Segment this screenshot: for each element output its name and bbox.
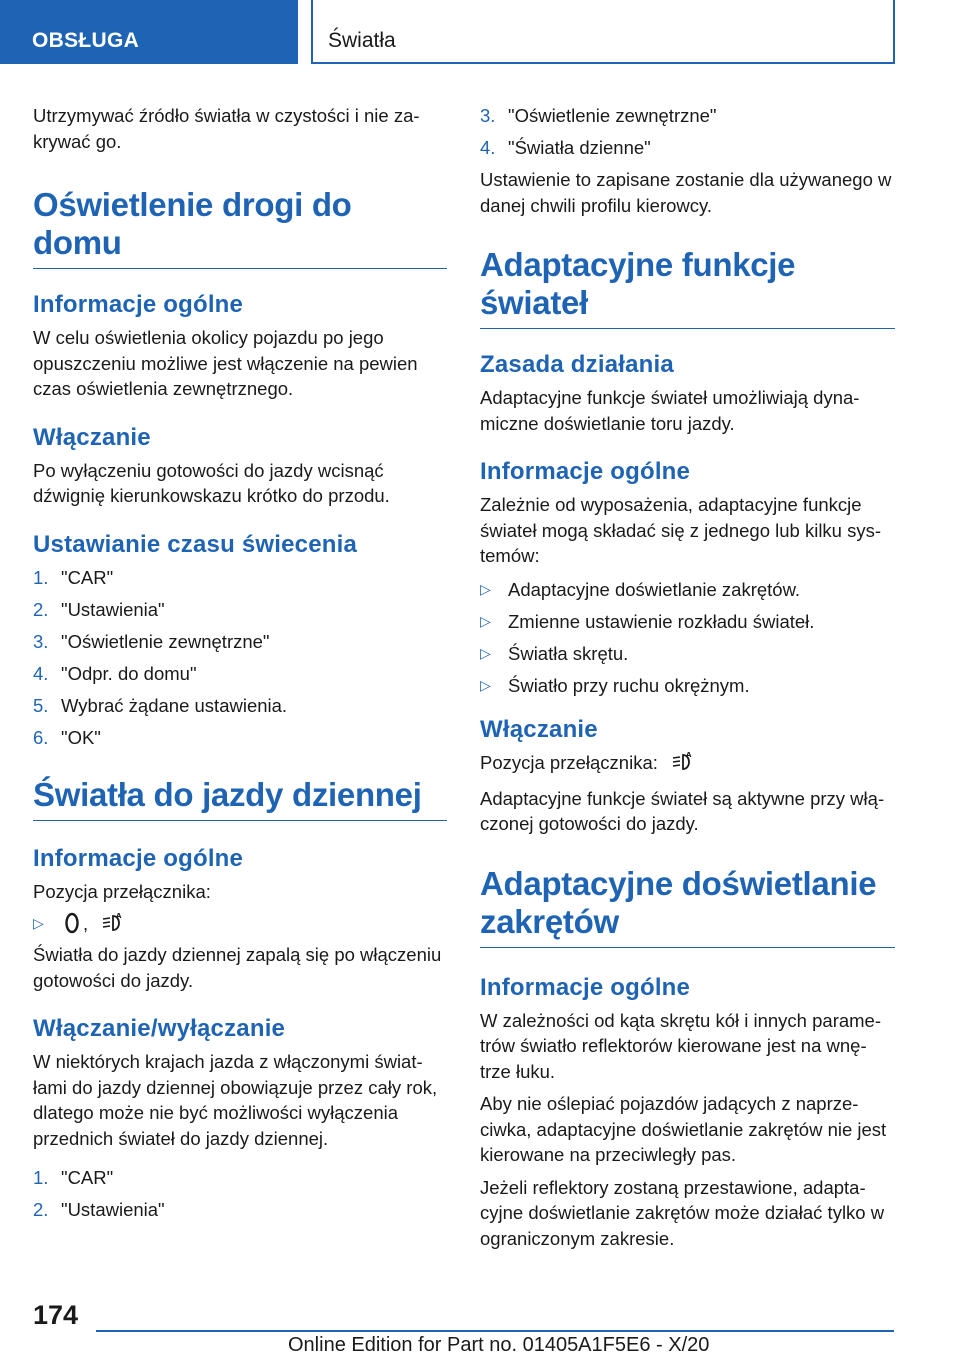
- switch-text-1: Po wyłączeniu gotowości do jazdy wcisnąć dźwignię kierunkowskazu krótko do przodu.: [33, 459, 390, 506]
- right-column: [480, 100, 895, 1251]
- bullet-triangle-icon: ▷: [480, 612, 491, 629]
- list-item: ▷ Zmienne ustawienie rozkładu świateł.: [480, 609, 895, 635]
- list-item: 2. "Ustawienia": [33, 598, 165, 620]
- header-title: Światła: [328, 29, 396, 52]
- systems-list: [480, 577, 895, 699]
- curve-text-1: W zależności od kąta skrętu kół i innych parame-trów światło reflektorów kierowane jest na wnę-trze łuku.: [480, 1009, 882, 1082]
- svg-text:A: A: [116, 911, 122, 920]
- heading-wlaczanie-1: Włączanie: [33, 423, 151, 451]
- steps-list-1: [33, 565, 447, 751]
- symbol-separator: ,: [83, 912, 89, 934]
- automatic-headlight-icon: [671, 751, 695, 780]
- steps-list-2: [33, 1165, 447, 1223]
- list-item: 1. "CAR": [33, 1167, 114, 1188]
- curve-text-3: Jeżeli reflektory zostaną przestawione, adapta-cyjne doświetlanie zakrętów może działać tylko w ograniczonym zakresie.: [480, 1176, 885, 1249]
- heading-swiatla-dzienne: Światła do jazdy dziennej: [33, 776, 447, 821]
- list-item: ▷ Światło przy ruchu okrężnym.: [480, 673, 895, 699]
- list-item: 6. "OK": [33, 726, 101, 748]
- bullet-triangle-icon: ▷: [480, 676, 491, 693]
- heading-informacje-ogolne-3: Informacje ogólne: [480, 458, 691, 485]
- daylight-after-text: Światła do jazdy dziennej zapalą się po włączeniu gotowości do jazdy.: [33, 944, 442, 991]
- general-text-3: Zależnie od wyposażenia, adaptacyjne funkcje świateł mogą składać się z jednego lub kilku sys-temów:: [480, 494, 882, 566]
- active-text: Adaptacyjne funkcje świateł są aktywne przy włą-czonej gotowości do jazdy.: [480, 787, 885, 834]
- curve-text-2: Aby nie oślepiać pojazdów jadących z naprze-ciwka, adaptacyjne doświetlanie zakrętów nie jest kierowane na przeciwległy pas.: [480, 1093, 887, 1165]
- heading-zasada-dzialania: Zasada działania: [480, 351, 674, 378]
- list-item: [33, 911, 447, 941]
- footer-edition: Online Edition for Part no. 01405A1F5E6 - X/20: [288, 1334, 710, 1356]
- bullet-triangle-icon: ▷: [480, 580, 491, 597]
- heading-informacje-ogolne-2: Informacje ogólne: [33, 845, 244, 872]
- intro-text: Utrzymywać źródło światła w czystości i nie za-krywać go.: [33, 105, 420, 152]
- list-item: 3. "Oświetlenie zewnętrzne": [33, 630, 270, 652]
- svg-text:A: A: [686, 751, 692, 759]
- header-section-tab: [0, 0, 298, 64]
- list-item: ▷ Adaptacyjne doświetlanie zakrętów.: [480, 577, 895, 603]
- save-text: Ustawienie to zapisane zostanie dla używanego w danej chwili profilu kierowcy.: [480, 169, 892, 216]
- list-item: 1. "CAR": [33, 566, 114, 588]
- heading-adaptacyjne-doswietlanie: Adaptacyjne doświetlanie zakrętów: [480, 865, 895, 948]
- principle-text: Adaptacyjne funkcje świateł umożliwiają dyna-miczne doświetlanie toru jazdy.: [480, 387, 860, 434]
- heading-informacje-ogolne-1: Informacje ogólne: [33, 291, 244, 318]
- switch-position-list: [33, 911, 447, 941]
- list-item: 4. "Światła dzienne": [480, 137, 651, 158]
- list-item: 3. "Oświetlenie zewnętrzne": [480, 105, 717, 126]
- steps-list-3: [480, 103, 895, 161]
- heading-ustawianie-czasu: Ustawianie czasu świecenia: [33, 530, 358, 558]
- bullet-triangle-icon: ▷: [480, 644, 491, 661]
- automatic-headlight-icon: [101, 912, 125, 941]
- onoff-text: W niektórych krajach jazda z włączonymi świat-łami do jazdy dziennej obowiązuje przez cały rok, dlatego może nie być możliwości wyłączenia przednich świateł do jazdy dziennej.: [33, 1051, 438, 1149]
- heading-adaptacyjne-funkcje: Adaptacyjne funkcje świateł: [480, 246, 895, 329]
- header-section-label: OBSŁUGA: [32, 29, 140, 52]
- position-text-2: Pozycja przełącznika: A: [480, 750, 895, 780]
- heading-informacje-ogolne-4: Informacje ogólne: [480, 973, 691, 1001]
- list-item: 5. Wybrać żądane ustawienia.: [33, 694, 288, 716]
- page-number: 174: [33, 1300, 79, 1330]
- heading-wlaczanie-wylaczanie: Włączanie/wyłączanie: [33, 1015, 286, 1042]
- list-item: 4. "Odpr. do domu": [33, 662, 197, 684]
- general-text-1: W celu oświetlenia okolicy pojazdu po jego opuszczeniu możliwe jest włączenie na pewien czas oświetlenia zewnętrznego.: [33, 327, 418, 399]
- bullet-triangle-icon: ▷: [33, 914, 44, 931]
- heading-wlaczanie-2: Włączanie: [480, 716, 598, 743]
- list-item: 2. "Ustawienia": [33, 1199, 165, 1220]
- header-title-box: [311, 0, 895, 64]
- switch-position-0-icon: [64, 912, 80, 941]
- list-item: ▷ Światła skrętu.: [480, 641, 895, 667]
- position-text-1: Pozycja przełącznika:: [33, 881, 211, 902]
- heading-oswietlenie-drogi: Oświetlenie drogi do domu: [33, 186, 447, 269]
- footer-divider: [96, 1330, 894, 1332]
- left-column: [33, 100, 447, 1229]
